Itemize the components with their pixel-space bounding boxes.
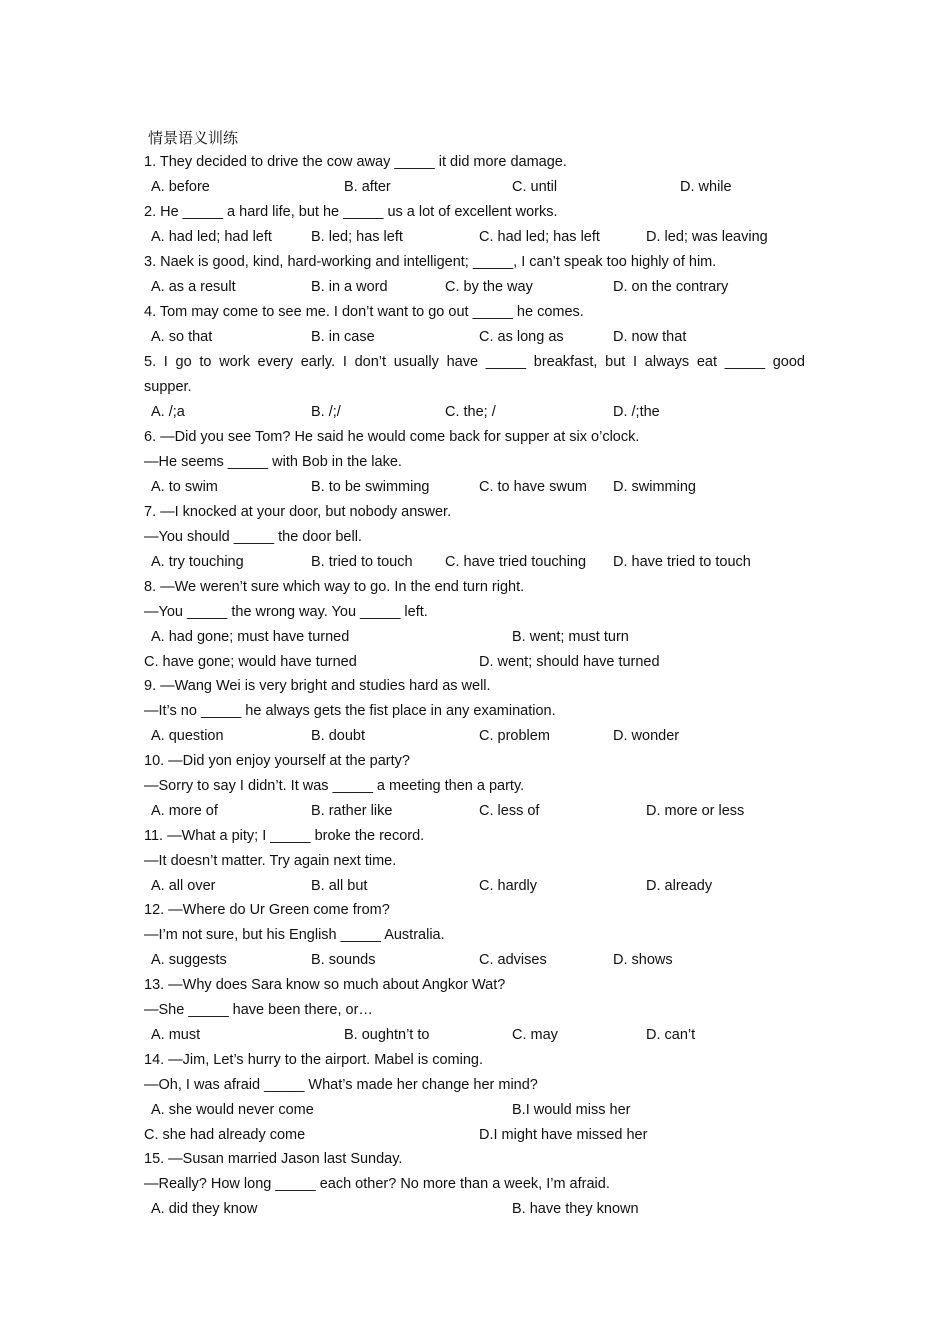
question-13-reply: —She _____ have been there, or… — [144, 1002, 373, 1018]
q8-option-a: A. had gone; must have turned — [151, 629, 350, 645]
q2-option-a: A. had led; had left — [151, 229, 272, 245]
q10-option-c: C. less of — [479, 803, 540, 819]
question-9-reply: —It’s no _____ he always gets the fist place in any examination. — [144, 703, 556, 719]
question-10-stem: 10. —Did yon enjoy yourself at the party? — [144, 753, 410, 769]
q9-option-c: C. problem — [479, 728, 550, 744]
q8-option-b: B. went; must turn — [512, 629, 629, 645]
question-6-stem: 6. —Did you see Tom? He said he would come back for supper at six o’clock. — [144, 429, 640, 445]
q9-option-b: B. doubt — [311, 728, 366, 744]
q5-option-b: B. /;/ — [311, 404, 341, 420]
q11-option-c: C. hardly — [479, 878, 538, 894]
q12-option-a: A. suggests — [151, 952, 227, 968]
q10-option-a: A. more of — [151, 803, 218, 819]
q4-option-b: B. in case — [311, 329, 375, 345]
question-15-stem: 15. —Susan married Jason last Sunday. — [144, 1151, 403, 1167]
q7-option-c: C. have tried touching — [445, 554, 587, 570]
question-3-stem: 3. Naek is good, kind, hard-working and intelligent; _____, I can’t speak too highly of him. — [144, 254, 717, 270]
q11-option-b: B. all but — [311, 878, 368, 894]
q5-option-a: A. /;a — [151, 404, 185, 420]
page-title: 情景语义训练 — [148, 129, 239, 147]
question-1-stem: 1. They decided to drive the cow away _____ it did more damage. — [144, 154, 567, 170]
q7-option-d: D. have tried to touch — [613, 554, 751, 570]
q2-option-d: D. led; was leaving — [646, 229, 768, 245]
q3-option-a: A. as a result — [151, 279, 236, 295]
q9-option-a: A. question — [151, 728, 224, 744]
q4-option-a: A. so that — [151, 329, 213, 345]
q13-option-a: A. must — [151, 1027, 201, 1043]
q7-option-b: B. tried to touch — [311, 554, 413, 570]
q1-option-a: A. before — [151, 179, 210, 195]
q13-option-c: C. may — [512, 1027, 558, 1043]
question-5-stem: 5. I go to work every early. I don’t usually have _____ breakfast, but I always eat _____ good — [144, 354, 805, 370]
q12-option-b: B. sounds — [311, 952, 376, 968]
question-2-stem: 2. He _____ a hard life, but he _____ us a lot of excellent works. — [144, 204, 558, 220]
q15-option-a: A. did they know — [151, 1201, 258, 1217]
question-11-stem: 11. —What a pity; I _____ broke the record. — [144, 828, 425, 844]
question-7-stem: 7. —I knocked at your door, but nobody answer. — [144, 504, 452, 520]
q11-option-d: D. already — [646, 878, 713, 894]
q1-option-c: C. until — [512, 179, 558, 195]
q14-option-c: C. she had already come — [144, 1127, 306, 1143]
q3-option-b: B. in a word — [311, 279, 388, 295]
question-13-stem: 13. —Why does Sara know so much about Angkor Wat? — [144, 977, 506, 993]
question-10-reply: —Sorry to say I didn’t. It was _____ a meeting then a party. — [144, 778, 525, 794]
q15-option-b: B. have they known — [512, 1201, 639, 1217]
q13-option-d: D. can’t — [646, 1027, 696, 1043]
question-14-stem: 14. —Jim, Let’s hurry to the airport. Mabel is coming. — [144, 1052, 484, 1068]
q8-option-c: C. have gone; would have turned — [144, 654, 357, 670]
question-5-stem-continued: supper. — [144, 379, 192, 395]
q13-option-b: B. oughtn’t to — [344, 1027, 430, 1043]
q3-option-d: D. on the contrary — [613, 279, 729, 295]
q12-option-c: C. advises — [479, 952, 547, 968]
question-9-stem: 9. —Wang Wei is very bright and studies hard as well. — [144, 678, 491, 694]
q9-option-d: D. wonder — [613, 728, 680, 744]
question-4-stem: 4. Tom may come to see me. I don’t want to go out _____ he comes. — [144, 304, 584, 320]
q2-option-b: B. led; has left — [311, 229, 403, 245]
q14-option-d: D.I might have missed her — [479, 1127, 648, 1143]
q1-option-b: B. after — [344, 179, 391, 195]
q5-option-c: C. the; / — [445, 404, 496, 420]
question-14-reply: —Oh, I was afraid _____ What’s made her change her mind? — [144, 1077, 538, 1093]
q10-option-b: B. rather like — [311, 803, 393, 819]
q2-option-c: C. had led; has left — [479, 229, 600, 245]
q5-option-d: D. /;the — [613, 404, 660, 420]
question-8-stem: 8. —We weren’t sure which way to go. In the end turn right. — [144, 579, 525, 595]
q3-option-c: C. by the way — [445, 279, 533, 295]
q6-option-b: B. to be swimming — [311, 479, 430, 495]
question-11-reply: —It doesn’t matter. Try again next time. — [144, 853, 397, 869]
q6-option-a: A. to swim — [151, 479, 218, 495]
q12-option-d: D. shows — [613, 952, 673, 968]
question-12-reply: —I’m not sure, but his English _____ Australia. — [144, 927, 445, 943]
q14-option-a: A. she would never come — [151, 1102, 314, 1118]
q8-option-d: D. went; should have turned — [479, 654, 660, 670]
question-6-reply: —He seems _____ with Bob in the lake. — [144, 454, 402, 470]
q11-option-a: A. all over — [151, 878, 216, 894]
question-7-reply: —You should _____ the door bell. — [144, 529, 362, 545]
question-8-reply: —You _____ the wrong way. You _____ left. — [144, 604, 428, 620]
q4-option-c: C. as long as — [479, 329, 564, 345]
q6-option-c: C. to have swum — [479, 479, 587, 495]
question-15-reply: —Really? How long _____ each other? No more than a week, I’m afraid. — [144, 1176, 610, 1192]
q6-option-d: D. swimming — [613, 479, 696, 495]
q4-option-d: D. now that — [613, 329, 687, 345]
q1-option-d: D. while — [680, 179, 732, 195]
q10-option-d: D. more or less — [646, 803, 745, 819]
q7-option-a: A. try touching — [151, 554, 244, 570]
q14-option-b: B.I would miss her — [512, 1102, 631, 1118]
question-12-stem: 12. —Where do Ur Green come from? — [144, 902, 390, 918]
